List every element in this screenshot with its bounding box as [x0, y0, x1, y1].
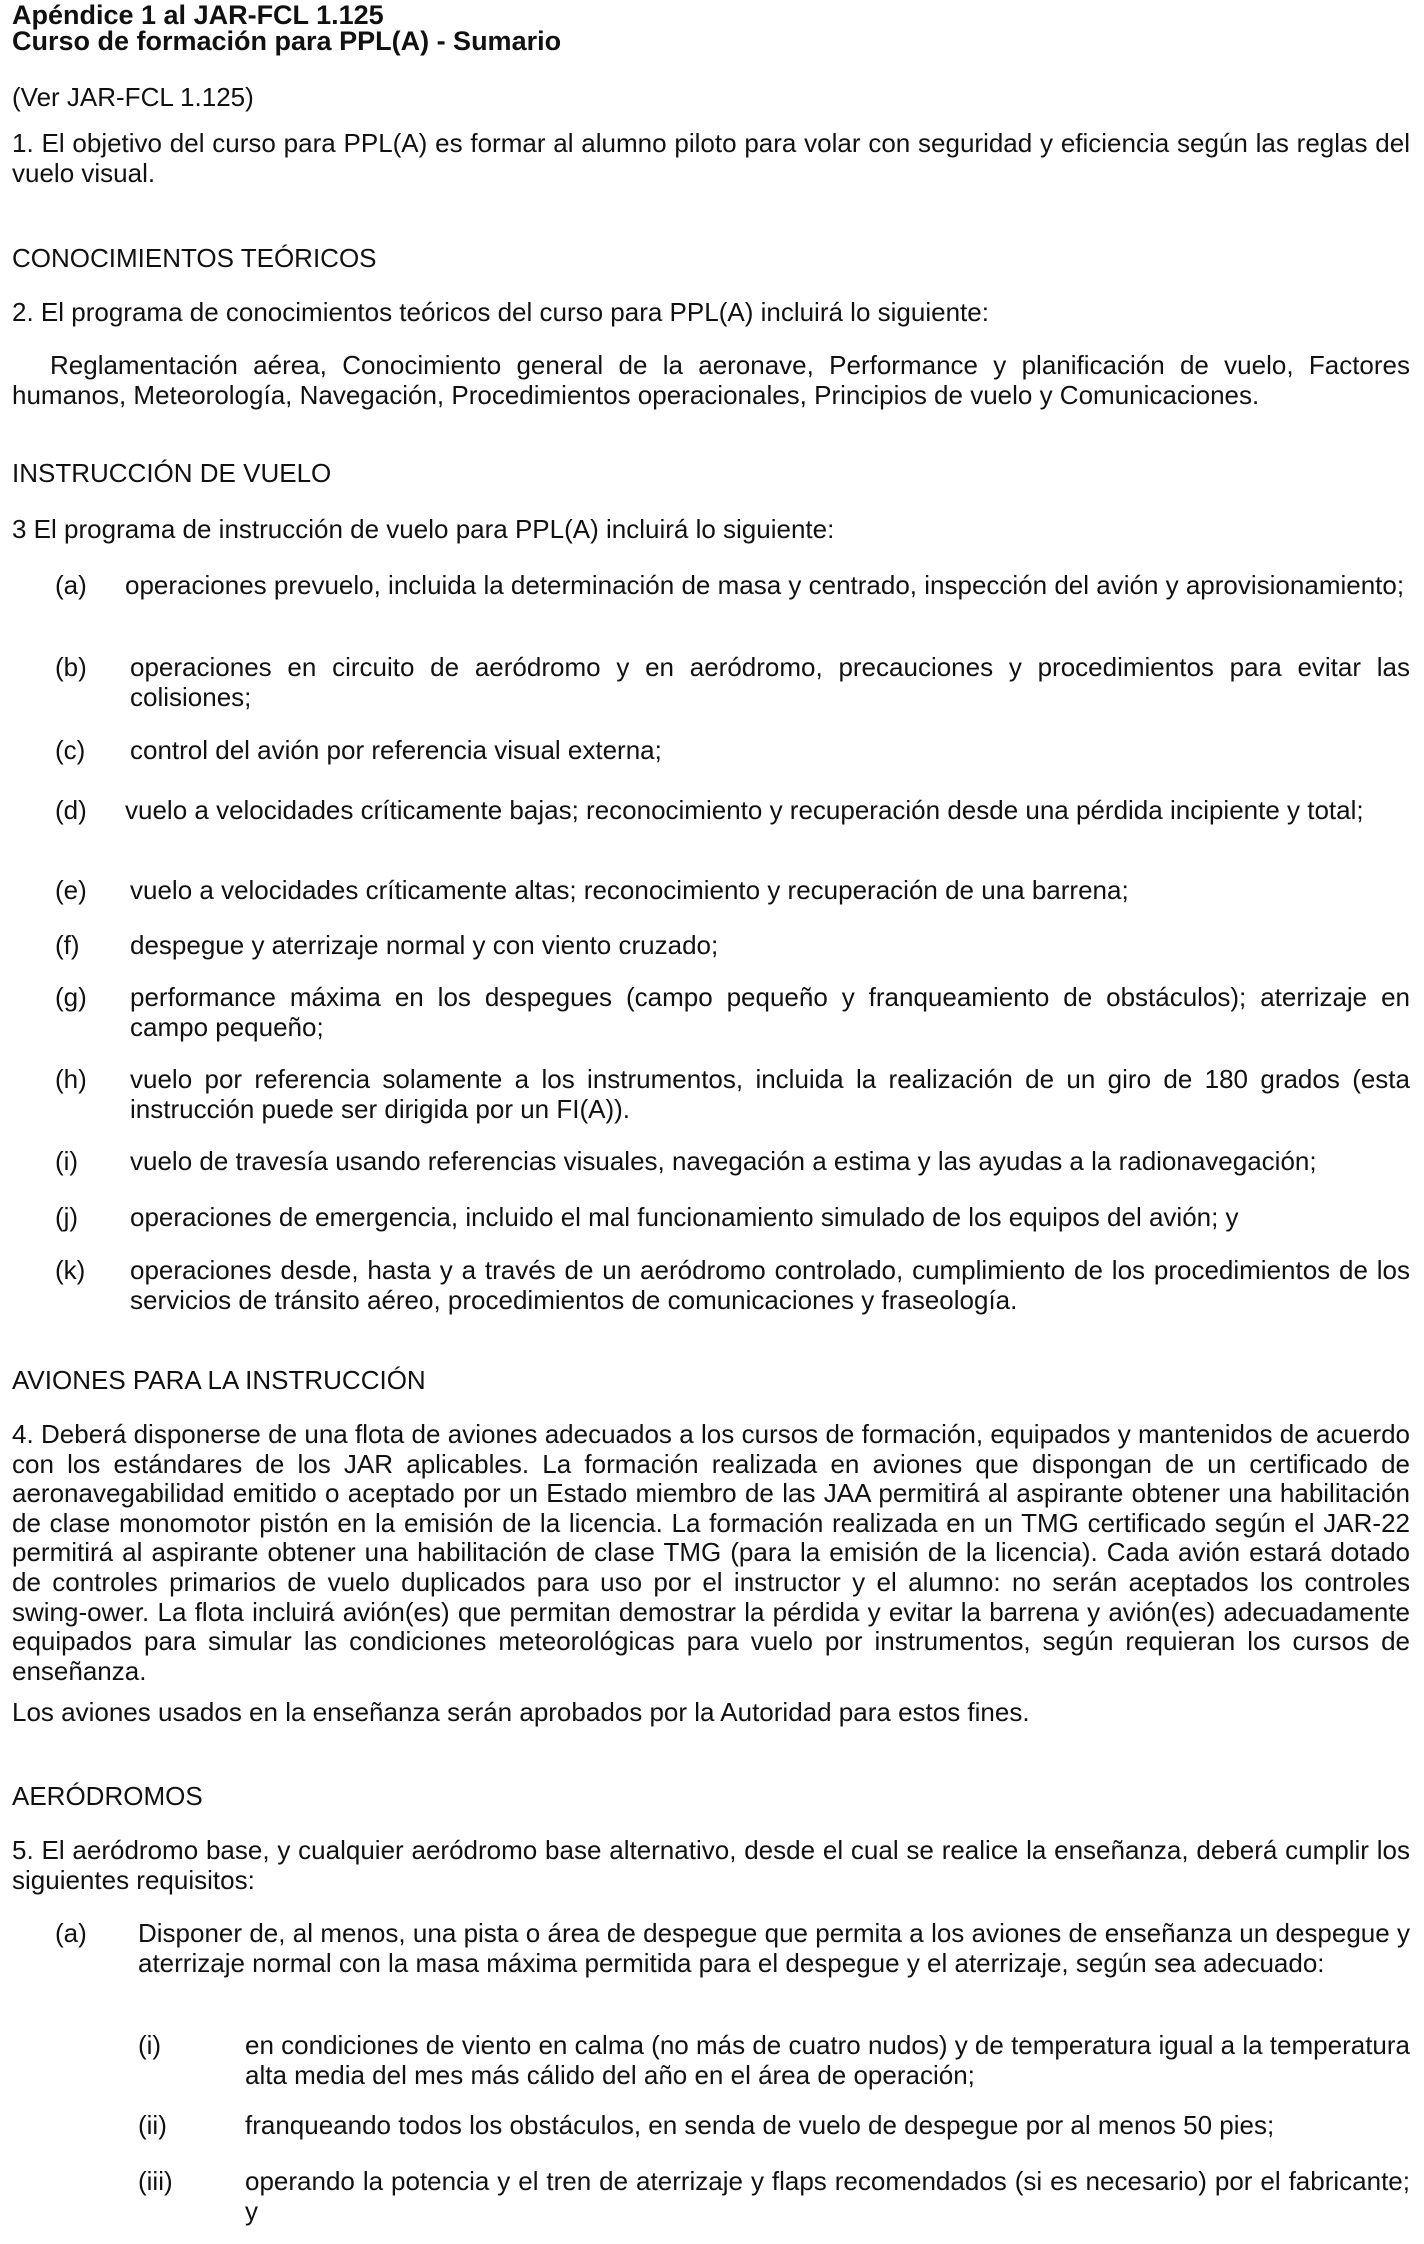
sub-list-item-text: franqueando todos los obstáculos, en senda de vuelo de despegue por al menos 50 pies;	[245, 2110, 1275, 2140]
sub-list-item-text: operando la potencia y el tren de aterrizaje y flaps recomendados (si es necesario) por el fabricante; y	[245, 2166, 1410, 2226]
sub-list-item-label: (ii)	[138, 2110, 167, 2140]
list-item-text: vuelo a velocidades críticamente altas; reconocimiento y recuperación de una barrena;	[130, 875, 1129, 905]
sub-list-item-text: en condiciones de viento en calma (no más de cuatro nudos) y de temperatura igual a la temperatura alta media del mes más cálido del año en el área de operación;	[245, 2030, 1410, 2090]
paragraph-1: 1. El objetivo del curso para PPL(A) es formar al alumno piloto para volar con seguridad y eficiencia según las reglas del vuelo visual.	[12, 128, 1410, 188]
list-item-label: (e)	[55, 875, 87, 905]
list-item-label: (j)	[55, 1202, 79, 1232]
theory-subjects: Reglamentación aérea, Conocimiento general de la aeronave, Performance y planificación de vuelo, Factores humanos, Meteorología, Navegación, Procedimientos operacionales, Principios de vuelo y Comunicaciones.	[12, 350, 1410, 410]
list-item-text: despegue y aterrizaje normal y con viento cruzado;	[130, 930, 719, 960]
section-heading-theory: CONOCIMIENTOS TEÓRICOS	[12, 243, 377, 273]
section-heading-flight: INSTRUCCIÓN DE VUELO	[12, 458, 332, 488]
list-item-text: vuelo por referencia solamente a los instrumentos, incluida la realización de un giro de 180 grados (esta instrucción puede ser dirigida por un FI(A)).	[130, 1064, 1410, 1124]
list-item-text: vuelo a velocidades críticamente bajas; reconocimiento y recuperación desde una pérdida incipiente y total;	[125, 795, 1364, 825]
paragraph-3: 3 El programa de instrucción de vuelo para PPL(A) incluirá lo siguiente:	[12, 514, 835, 544]
list-item-text: vuelo de travesía usando referencias visuales, navegación a estima y las ayudas a la radionavegación;	[130, 1146, 1317, 1176]
list-item-label: (i)	[55, 1146, 79, 1176]
list-item-label: (f)	[55, 930, 80, 960]
list-item-label: (g)	[55, 982, 87, 1012]
list-item-label: (k)	[55, 1255, 86, 1285]
paragraph-5: 5. El aeródromo base, y cualquier aeródromo base alternativo, desde el cual se realice la enseñanza, deberá cumplir los siguientes requisitos:	[12, 1835, 1410, 1895]
section-heading-aerodromes: AERÓDROMOS	[12, 1781, 203, 1811]
list-item-text: operaciones prevuelo, incluida la determinación de masa y centrado, inspección del avión y aprovisionamiento;	[125, 570, 1405, 600]
list-item-text: operaciones en circuito de aeródromo y en aeródromo, precauciones y procedimientos para evitar las colisiones;	[130, 652, 1410, 712]
reference-note: (Ver JAR-FCL 1.125)	[12, 82, 254, 112]
list-item-text: Disponer de, al menos, una pista o área de despegue que permita a los aviones de enseñanza un despegue y aterrizaje normal con la masa máxima permitida para el despegue y el aterrizaje, según sea adecuado:	[138, 1918, 1410, 1978]
list-item-text: control del avión por referencia visual externa;	[130, 735, 662, 765]
paragraph-2: 2. El programa de conocimientos teóricos del curso para PPL(A) incluirá lo siguiente:	[12, 297, 989, 327]
paragraph-4: 4. Deberá disponerse de una flota de aviones adecuados a los cursos de formación, equipados y mantenidos de acuerdo con los estándares de los JAR aplicables. La formación realizada en aviones que dispongan de un certificado de aeronavegabilidad emitido o aceptado por un Estado miembro de las JAA permitirá al aspirante obtener una habilitación de clase monomotor pistón en la emisión de la licencia. La formación realizada en un TMG certificado según el JAR-22 permitirá al aspirante obtener una habilitación de clase TMG (para la emisión de la licencia). Cada avión estará dotado de controles primarios de vuelo duplicados para uso por el instructor y el alumno: no serán aceptados los controles swing-ower. La flota incluirá avión(es) que permitan demostrar la pérdida y evitar la barrena y avión(es) adecuadamente equipados para simular las condiciones meteorológicas para vuelo por instrumentos, según requieran los cursos de enseñanza.	[12, 1419, 1410, 1686]
list-item-label: (b)	[55, 652, 87, 682]
list-item-label: (d)	[55, 795, 87, 825]
list-item-label: (a)	[55, 1918, 87, 1948]
sub-list-item-label: (iii)	[138, 2166, 173, 2196]
list-item-text: operaciones desde, hasta y a través de un aeródromo controlado, cumplimiento de los procedimientos de los servicios de tránsito aéreo, procedimientos de comunicaciones y fraseología.	[130, 1255, 1410, 1315]
list-item-label: (h)	[55, 1064, 87, 1094]
list-item-text: performance máxima en los despegues (campo pequeño y franqueamiento de obstáculos); aterrizaje en campo pequeño;	[130, 982, 1410, 1042]
document-title: Apéndice 1 al JAR-FCL 1.125	[12, 0, 384, 30]
section-heading-aircraft: AVIONES PARA LA INSTRUCCIÓN	[12, 1365, 426, 1395]
list-item-label: (c)	[55, 735, 86, 765]
paragraph-4b: Los aviones usados en la enseñanza serán aprobados por la Autoridad para estos fines.	[12, 1697, 1030, 1727]
sub-list-item-label: (i)	[138, 2030, 162, 2060]
list-item-label: (a)	[55, 570, 87, 600]
document-subtitle: Curso de formación para PPL(A) - Sumario	[12, 26, 562, 56]
list-item-text: operaciones de emergencia, incluido el mal funcionamiento simulado de los equipos del avión; y	[130, 1202, 1239, 1232]
